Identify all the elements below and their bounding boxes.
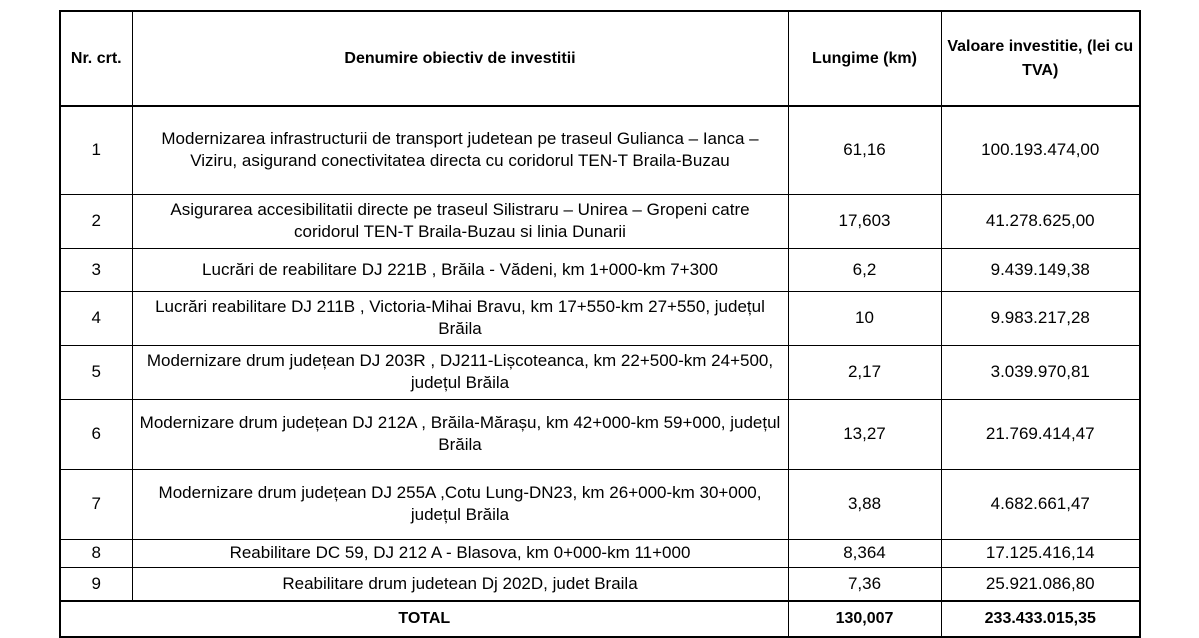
row-value: 9.983.217,28 [941,291,1140,345]
row-name: Modernizare drum județean DJ 203R , DJ211-Lișcoteanca, km 22+500-km 24+500, județul Brăila [132,345,788,399]
row-value: 3.039.970,81 [941,345,1140,399]
row-name: Reabilitare drum judetean Dj 202D, judet Braila [132,567,788,601]
row-nr: 3 [60,248,132,291]
table-row [60,469,1140,539]
row-length: 2,17 [788,345,941,399]
header-nr: Nr. crt. [60,11,132,106]
row-name: Modernizare drum județean DJ 212A , Brăila-Mărașu, km 42+000-km 59+000, județul Brăila [132,399,788,469]
row-value: 17.125.416,14 [941,539,1140,567]
row-length: 8,364 [788,539,941,567]
row-name: Reabilitare DC 59, DJ 212 A - Blasova, km 0+000-km 11+000 [132,539,788,567]
total-value: 233.433.015,35 [941,601,1140,637]
row-value: 9.439.149,38 [941,248,1140,291]
header-row [60,11,1140,106]
row-value: 25.921.086,80 [941,567,1140,601]
row-name: Asigurarea accesibilitatii directe pe traseul Silistraru – Unirea – Gropeni catre coridorul TEN-T Braila-Buzau si linia Dunarii [132,194,788,248]
row-length: 7,36 [788,567,941,601]
table-row [60,345,1140,399]
row-nr: 9 [60,567,132,601]
row-nr: 4 [60,291,132,345]
table-row [60,567,1140,601]
row-name: Modernizarea infrastructurii de transport judetean pe traseul Gulianca – Ianca – Viziru, asigurand conectivitatea directa cu coridorul TEN-T Braila-Buzau [132,106,788,194]
row-value: 100.193.474,00 [941,106,1140,194]
row-nr: 2 [60,194,132,248]
total-length: 130,007 [788,601,941,637]
header-name: Denumire obiectiv de investitii [132,11,788,106]
investment-table [59,10,1141,638]
row-name: Lucrări de reabilitare DJ 221B , Brăila - Vădeni, km 1+000-km 7+300 [132,248,788,291]
row-nr: 7 [60,469,132,539]
row-value: 41.278.625,00 [941,194,1140,248]
table-row [60,248,1140,291]
row-nr: 6 [60,399,132,469]
header-length: Lungime (km) [788,11,941,106]
table-row [60,106,1140,194]
total-row [60,601,1140,637]
total-label: TOTAL [60,601,788,637]
row-length: 17,603 [788,194,941,248]
row-length: 3,88 [788,469,941,539]
row-value: 4.682.661,47 [941,469,1140,539]
row-length: 6,2 [788,248,941,291]
header-value: Valoare investitie, (lei cu TVA) [941,11,1140,106]
row-nr: 8 [60,539,132,567]
row-length: 13,27 [788,399,941,469]
table-row [60,291,1140,345]
row-nr: 5 [60,345,132,399]
row-name: Modernizare drum județean DJ 255A ,Cotu Lung-DN23, km 26+000-km 30+000, județul Brăila [132,469,788,539]
row-value: 21.769.414,47 [941,399,1140,469]
table-row [60,399,1140,469]
row-length: 61,16 [788,106,941,194]
row-length: 10 [788,291,941,345]
table-row [60,194,1140,248]
row-name: Lucrări reabilitare DJ 211B , Victoria-Mihai Bravu, km 17+550-km 27+550, județul Brăila [132,291,788,345]
table-row [60,539,1140,567]
row-nr: 1 [60,106,132,194]
